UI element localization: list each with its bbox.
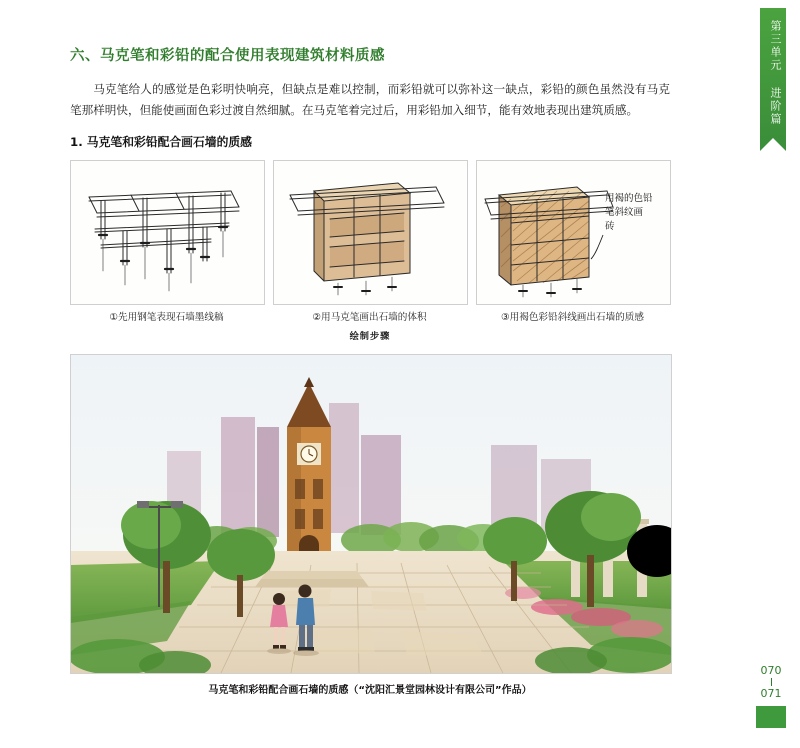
steps-row xyxy=(70,160,670,325)
subsection-title: 1. 马克笔和彩铅配合画石墙的质感 xyxy=(70,135,252,149)
page-content xyxy=(70,44,670,696)
steps-label: 绘制步骤 xyxy=(349,331,391,342)
step-1-caption: ①先用钢笔表现石墙墨线稿 xyxy=(109,312,224,323)
section-title: 六、马克笔和彩铅的配合使用表现建筑材料质感 xyxy=(70,48,385,64)
page-number-top: 070 xyxy=(760,664,782,677)
step-2 xyxy=(273,160,466,325)
handwriting-line-3: 砖 xyxy=(605,221,615,232)
marker-volume-of-stone-wall xyxy=(273,160,468,305)
page-number-divider xyxy=(771,678,772,686)
handwriting-line-2: 笔斜纹画 xyxy=(605,207,644,218)
page-number-green-block xyxy=(756,706,786,728)
plaza-perspective-watercolor-marker-illustration xyxy=(70,354,672,674)
side-tab-notch xyxy=(760,138,786,151)
page-number-bottom: 071 xyxy=(760,687,782,700)
step-3-caption: ③用褐色彩铅斜线画出石墙的质感 xyxy=(501,312,644,323)
pen-line-drawing-of-stone-wall xyxy=(70,160,265,305)
step-1 xyxy=(70,160,263,325)
step-2-caption: ②用马克笔画出石墙的体积 xyxy=(312,312,427,323)
colored-pencil-texture-of-stone-wall xyxy=(476,160,671,305)
handwriting-line-1: 用褐的色铅 xyxy=(605,193,653,204)
step-3 xyxy=(476,160,669,325)
section-paragraph: 马克笔给人的感觉是色彩明快响亮，但缺点是难以控制，而彩铅就可以弥补这一缺点，彩铅的颜色虽然没有马克笔那样明快，但能使画面色彩过渡自然细腻。在马克笔着完过后，用彩铅加入细节，能有效地表现出建筑质感。 xyxy=(70,82,670,117)
unit-side-tab-label: 第三单元 进阶篇 xyxy=(769,20,782,126)
main-figure-caption: 马克笔和彩铅配合画石墙的质感（“沈阳汇景堂园林设计有限公司”作品） xyxy=(208,685,532,696)
page-number xyxy=(756,664,786,700)
